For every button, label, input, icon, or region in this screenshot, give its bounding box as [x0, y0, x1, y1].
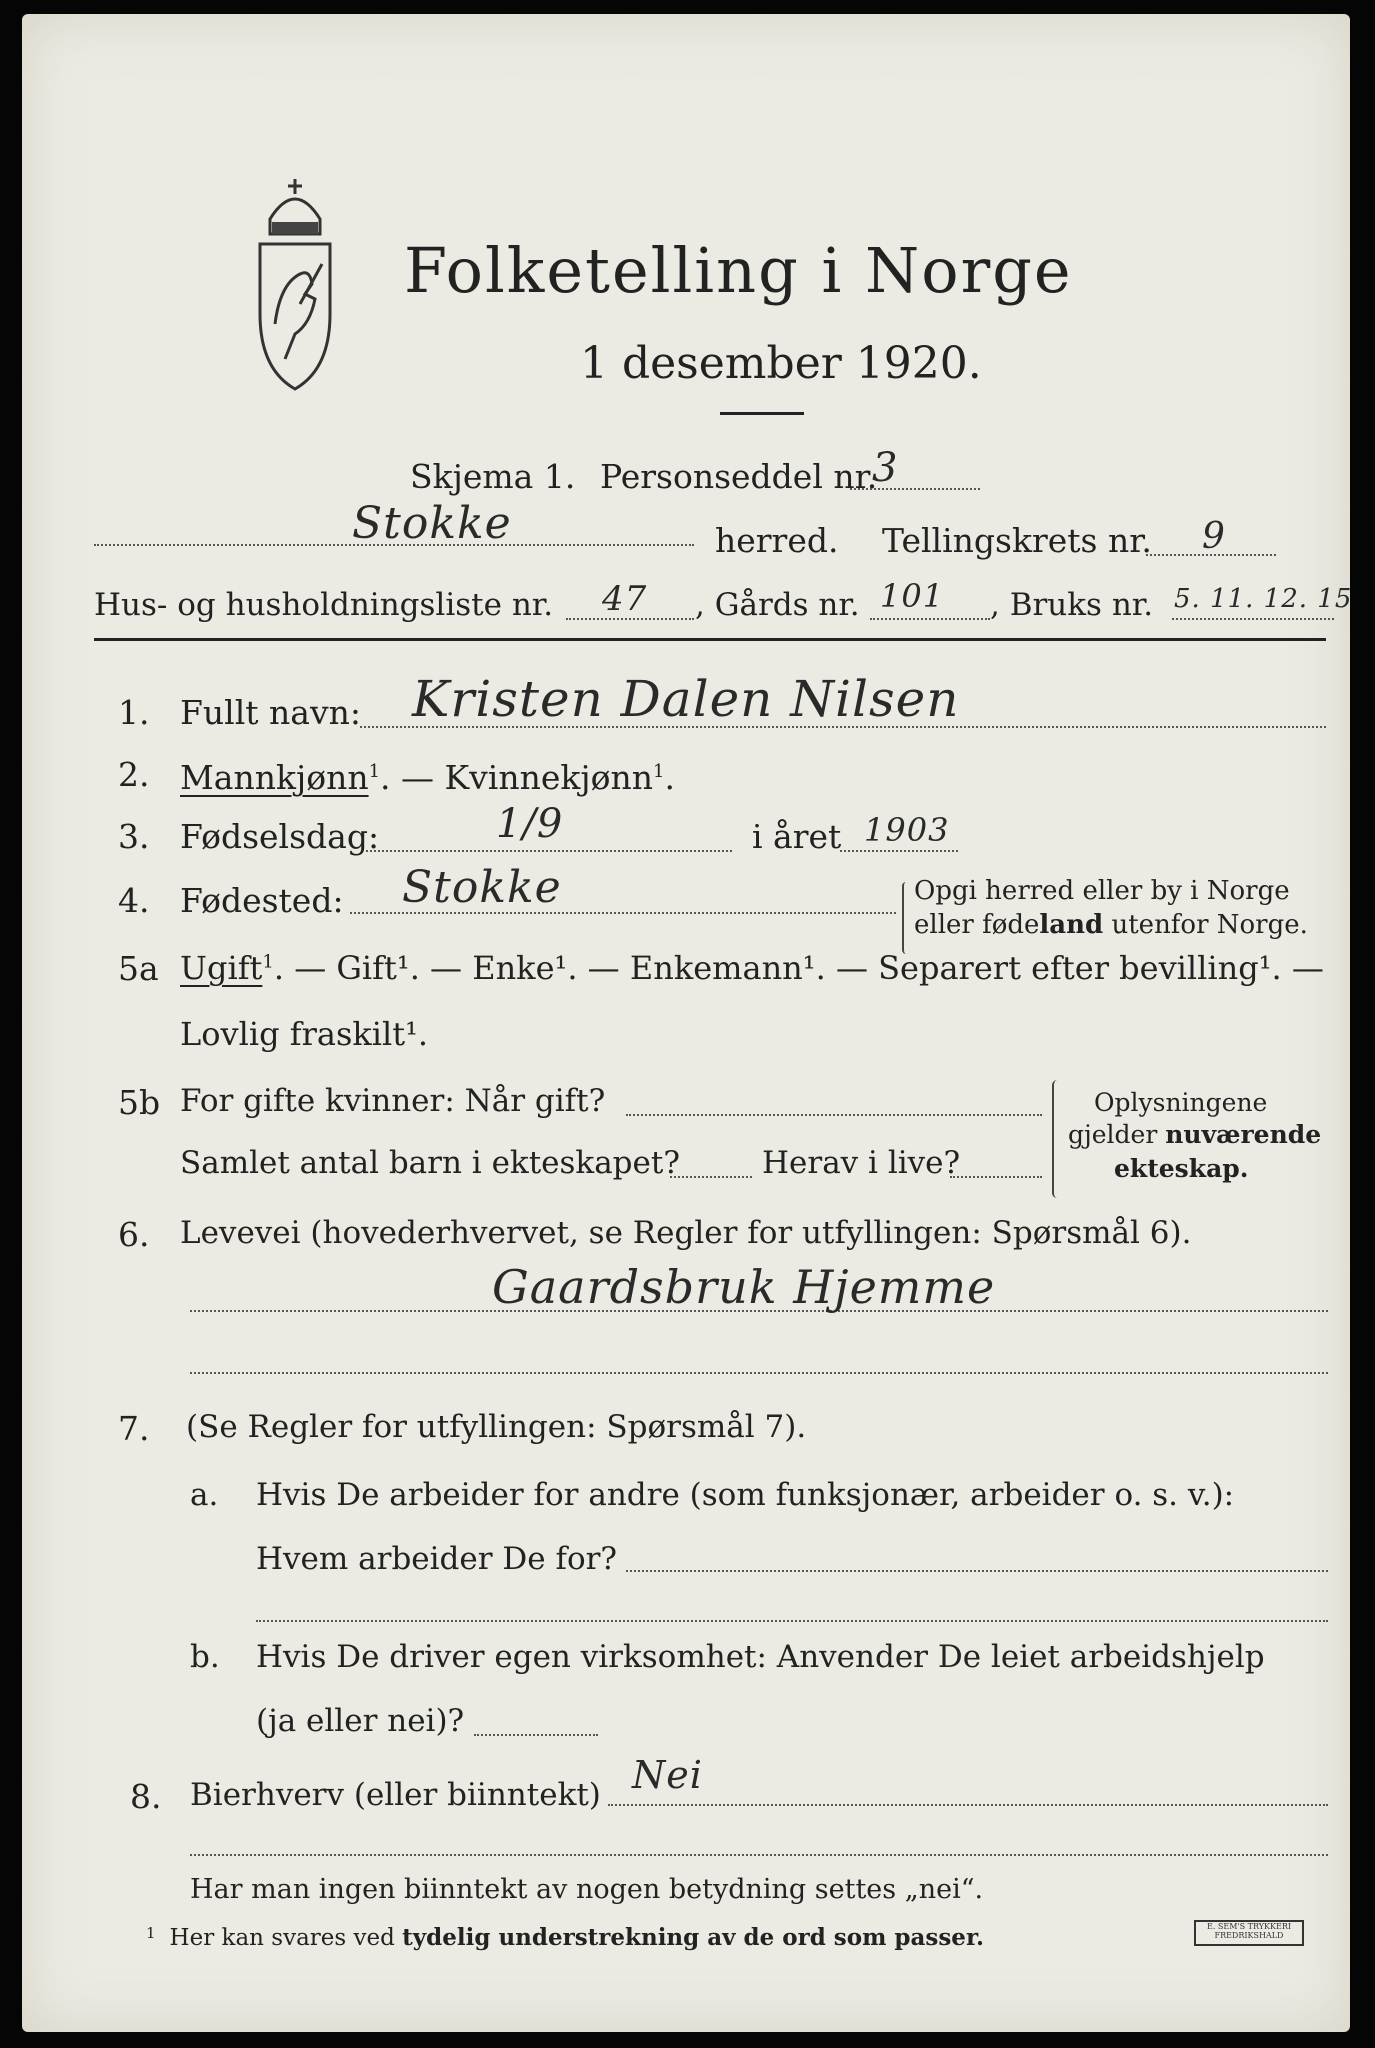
q2-male-option[interactable]: Mannkjønn [180, 758, 369, 797]
q3-day-value: 1/9 [496, 801, 564, 847]
gards-label: , Gårds nr. [695, 587, 860, 623]
q8-number: 8. [130, 1777, 162, 1816]
q5b-line2b: Herav i live? [762, 1145, 961, 1181]
q2-sup-1: 1 [368, 761, 381, 782]
q5a-options [180, 949, 1324, 987]
personseddel-line [850, 488, 980, 490]
q7a-number: a. [190, 1477, 219, 1513]
q1-value: Kristen Dalen Nilsen [412, 670, 960, 728]
q4-brace [902, 882, 910, 954]
q7-label: (Se Regler for utfyllingen: Spørsmål 7). [186, 1409, 807, 1445]
q4-number: 4. [118, 881, 150, 920]
hus-label: Hus- og husholdningsliste nr. [94, 587, 554, 623]
footnote-text: Her kan svares ved [169, 1925, 403, 1951]
q5b-number: 5b [118, 1083, 161, 1122]
footnote [146, 1926, 984, 1950]
q4-note-b: land [1039, 910, 1104, 940]
footnote-number: 1 [146, 1924, 156, 1942]
q2-number: 2. [118, 755, 150, 794]
q5b-brace [1052, 1080, 1062, 1198]
footnote-bold: tydelig understrekning av de ord som passer. [402, 1924, 984, 1951]
q7-number: 7. [118, 1409, 150, 1448]
q6-number: 6. [118, 1215, 150, 1254]
q3-number: 3. [118, 817, 150, 856]
personseddel-value: 3 [872, 445, 899, 491]
q7b-number: b. [190, 1639, 220, 1675]
footer-note: Har man ingen biinntekt av nogen betydning settes „nei“. [190, 1874, 984, 1905]
q8-line2 [190, 1854, 1328, 1856]
personseddel-label: Personseddel nr. [600, 457, 878, 496]
q2-sup-2: 1 [653, 761, 665, 782]
census-form [22, 14, 1353, 2032]
title-divider [720, 412, 804, 415]
q4-note-line1: Opgi herred eller by i Norge [914, 876, 1290, 906]
q5b-note3: ekteskap. [1114, 1154, 1249, 1183]
q5b-alive-line [950, 1176, 1042, 1178]
gards-value: 101 [880, 577, 945, 615]
q5a-line2: Lovlig fraskilt¹. [180, 1015, 429, 1053]
q1-number: 1. [118, 693, 150, 732]
q2-options [180, 758, 675, 797]
hus-value: 47 [602, 579, 648, 619]
stamp-line2: FREDRIKSHALD [1214, 1931, 1284, 1940]
q5a-ugift-option[interactable]: Ugift [180, 949, 263, 987]
q5a-rest: . — Gift¹. — Enke¹. — Enkemann¹. — Separert efter bevilling¹. — [273, 949, 1324, 987]
herred-value: Stokke [352, 498, 512, 549]
q3-year-line [840, 850, 958, 852]
q7a-line1: Hvis De arbeider for andre (som funksjonær, arbeider o. s. v.): [256, 1477, 1235, 1513]
q7b-line2: (ja eller nei)? [256, 1703, 465, 1739]
q5a-sup: 1 [262, 951, 274, 973]
header-rule [94, 638, 1326, 641]
q5b-children-line [670, 1176, 752, 1178]
q4-label: Fødested: [180, 881, 344, 920]
q4-note-c: utenfor Norge. [1103, 910, 1308, 940]
q8-line [608, 1804, 1328, 1806]
q5b-note2a: gjelder [1068, 1120, 1166, 1149]
q7b-line1: Hvis De driver egen virksomhet: Anvender De leiet arbeidshjelp [256, 1639, 1265, 1675]
q6-value: Gaardsbruk Hjemme [492, 1260, 996, 1314]
q2-female-option[interactable]: Kvinnekjønn [444, 758, 654, 797]
q5b-line1: For gifte kvinner: Når gift? [180, 1083, 606, 1119]
q7a-employer-line [626, 1570, 1328, 1572]
q4-note-line2 [914, 912, 1308, 938]
q3-year-value: 1903 [864, 811, 950, 849]
bruks-value: 5. 11. 12. 15 [1174, 584, 1353, 614]
q2-end: . [664, 758, 675, 797]
tellingskrets-value: 9 [1202, 516, 1226, 557]
census-date: 1 desember 1920. [580, 338, 982, 389]
q6-line2 [190, 1372, 1328, 1374]
q4-note-a: eller føde [914, 910, 1040, 940]
q5b-line2a: Samlet antal barn i ekteskapet? [180, 1145, 680, 1181]
q6-label: Levevei (hovederhvervet, se Regler for utfyllingen: Spørsmål 6). [180, 1215, 1192, 1251]
q4-value: Stokke [402, 862, 562, 913]
q5a-number: 5a [118, 949, 159, 988]
skjema-label: Skjema 1. [410, 457, 576, 496]
herred-label: herred. [715, 521, 839, 560]
q7b-answer-line [474, 1734, 598, 1736]
q3-label: Fødselsdag: [180, 817, 380, 856]
q1-label: Fullt navn: [180, 693, 361, 732]
q5b-note2 [1068, 1122, 1321, 1147]
q8-label: Bierhverv (eller biinntekt) [190, 1777, 601, 1813]
gards-line [870, 618, 990, 620]
norwegian-coat-of-arms-icon [240, 174, 350, 394]
stamp-line1: E. SEM'S TRYKKERI [1206, 1922, 1292, 1931]
printer-stamp [1194, 1920, 1304, 1946]
q2-sep: . — [380, 758, 445, 797]
tellingskrets-label: Tellingskrets nr. [882, 521, 1152, 560]
q3-day-line [366, 850, 732, 852]
q7a-line2: Hvem arbeider De for? [256, 1541, 618, 1577]
q5b-note2b: nuværende [1165, 1120, 1322, 1149]
q5b-married-line [626, 1114, 1042, 1116]
q8-value: Nei [632, 1753, 703, 1797]
bruks-line [1172, 618, 1334, 620]
q7a-extra-line [256, 1620, 1328, 1622]
q5b-note1: Oplysningene [1094, 1088, 1268, 1117]
bruks-label: , Bruks nr. [990, 587, 1154, 623]
page-title: Folketelling i Norge [404, 234, 1073, 307]
q3-year-label: i året [752, 817, 842, 856]
